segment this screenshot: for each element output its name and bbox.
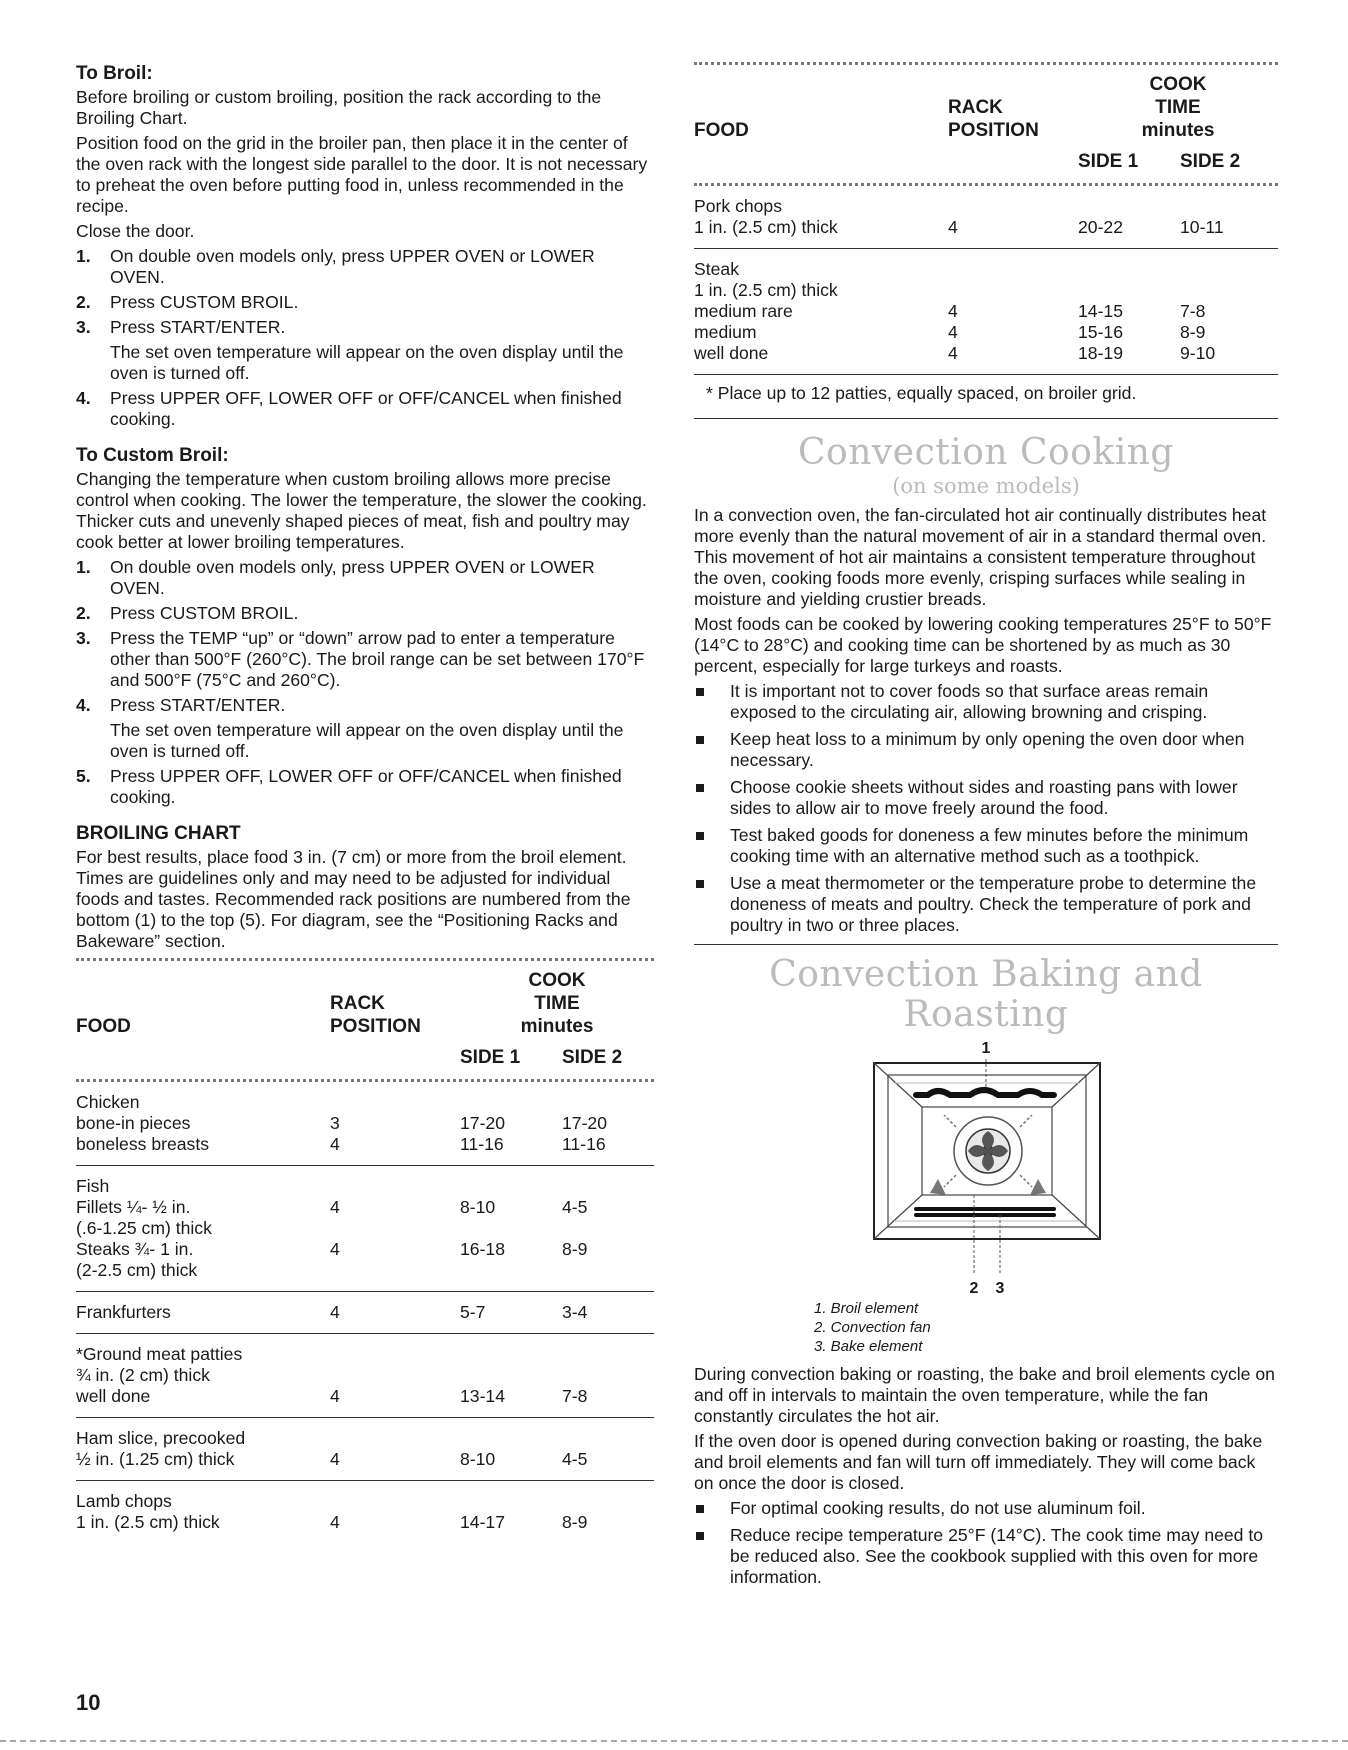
cell-line: 14-15 (1078, 301, 1123, 321)
callout-1: 1 (981, 1040, 991, 1057)
cell-line: 7-8 (562, 1386, 588, 1406)
oven-diagram-svg (694, 1035, 1278, 1335)
table-cell-rack (330, 1418, 460, 1481)
cell-line: 4 (330, 1239, 340, 1259)
cell-line: 4 (948, 343, 958, 363)
cell-line: well done (694, 343, 769, 363)
cell-line: 3 (330, 1113, 340, 1133)
table-cell-food (76, 1082, 330, 1166)
cell-line: 4 (948, 301, 958, 321)
table-top-rule (76, 958, 654, 961)
cell-line (460, 1092, 562, 1113)
convection-bullets (694, 681, 1278, 936)
cell-line: 18-19 (1078, 343, 1123, 363)
table-cell-food (76, 1166, 330, 1292)
col-header-minutes: minutes (520, 1016, 594, 1037)
list-item: Use a meat thermometer or the temperature probe to determine the doneness of meats and poultry. Check the temperature of pork and poultry in two or three places. (694, 873, 1278, 936)
cell-line: 4 (330, 1512, 340, 1532)
cell-line: (.6-1.25 cm) thick (76, 1218, 212, 1238)
cell-line: 4-5 (562, 1449, 588, 1469)
cell-line: 4 (330, 1449, 340, 1469)
cell-line (1180, 280, 1278, 301)
cell-line (330, 1344, 460, 1365)
cell-line: Ham slice, precooked (76, 1428, 246, 1448)
col-header-side2: SIDE 2 (1180, 151, 1241, 172)
cell-line (1078, 196, 1180, 217)
col-header-time: TIME (534, 993, 580, 1014)
table-cell-side2 (562, 1334, 654, 1418)
to-broil-p1: Before broiling or custom broiling, position the rack according to the Broiling Chart. (76, 87, 602, 128)
cell-line: 8-10 (460, 1449, 496, 1469)
table-cell-rack (948, 249, 1078, 375)
table-row (76, 1292, 654, 1334)
table-top-rule (694, 62, 1278, 65)
table-cell-side1 (460, 1418, 562, 1481)
to-broil-p3: Close the door. (76, 221, 195, 241)
col-header-side1: SIDE 1 (1078, 151, 1139, 172)
cell-line (948, 196, 1078, 217)
table-row (76, 1082, 654, 1166)
cell-line: Pork chops (694, 196, 783, 216)
cell-line: Fillets ¼- ½ in. (76, 1197, 191, 1217)
cell-line: 4-5 (562, 1197, 588, 1217)
cell-line (562, 1491, 654, 1512)
right-column (694, 62, 1278, 1594)
chart-footnote: * Place up to 12 patties, equally spaced, on broiler grid. (706, 383, 1137, 403)
cell-line: 17-20 (460, 1113, 505, 1133)
cell-line: well done (76, 1386, 151, 1406)
table-cell-side1 (460, 1082, 562, 1166)
callout-2: 2 (969, 1280, 979, 1297)
table-cell-food (694, 249, 948, 375)
cell-line (330, 1218, 460, 1239)
cell-line: 1 in. (2.5 cm) thick (694, 217, 838, 237)
cell-line: 11-16 (562, 1134, 606, 1154)
cell-line: 1 in. (2.5 cm) thick (694, 280, 838, 300)
callout-3: 3 (995, 1280, 1005, 1297)
table-cell-rack (330, 1166, 460, 1292)
cell-line (330, 1365, 460, 1386)
list-item: Choose cookie sheets without sides and roasting pans with lower sides to allow air to move freely around the food. (694, 777, 1278, 819)
cell-line (330, 1491, 460, 1512)
cell-line: 13-14 (460, 1386, 505, 1406)
table-cell-food (694, 186, 948, 249)
cell-line: 11-16 (460, 1134, 504, 1154)
table-row (76, 1166, 654, 1292)
table-cell-side2 (562, 1166, 654, 1292)
cell-line: bone-in pieces (76, 1113, 191, 1133)
cell-line: 4 (330, 1302, 340, 1322)
cell-line: 8-10 (460, 1197, 496, 1217)
cell-line (460, 1260, 562, 1281)
cell-line: 20-22 (1078, 217, 1123, 237)
cell-line: 3-4 (562, 1302, 588, 1322)
cell-line: 8-9 (562, 1239, 588, 1259)
table-cell-side2 (562, 1418, 654, 1481)
table-cell-rack (330, 1334, 460, 1418)
caption-item: 2. Convection fan (814, 1319, 931, 1336)
col-header-rack: RACK (330, 993, 385, 1014)
left-column (76, 62, 654, 1543)
cell-line: Steaks ¾- 1 in. (76, 1239, 194, 1259)
table-row (76, 1334, 654, 1418)
table-cell-rack (948, 186, 1078, 249)
table-cell-side1 (460, 1334, 562, 1418)
col-header-position: POSITION (330, 1016, 421, 1037)
step: 1. On double oven models only, press UPPER OVEN or LOWER OVEN. (76, 557, 595, 598)
table-cell-side1 (1078, 186, 1180, 249)
table-cell-side2 (562, 1292, 654, 1334)
cell-line (1078, 259, 1180, 280)
table-row (76, 1481, 654, 1544)
cell-line: medium rare (694, 301, 793, 321)
cell-line: 7-8 (1180, 301, 1206, 321)
cell-line: medium (694, 322, 757, 342)
table-row (76, 1418, 654, 1481)
cell-line (460, 1491, 562, 1512)
step: 3. Press the TEMP “up” or “down” arrow pad to enter a temperature other than 500°F (260°C). The broil range can be set between 170°F and 500°F (75°C and 260°C). (76, 628, 645, 690)
table-cell-side2 (562, 1481, 654, 1544)
cell-line (1180, 196, 1278, 217)
cell-line: Fish (76, 1176, 110, 1196)
table-cell-side1 (460, 1481, 562, 1544)
convection-cooking-title: Convection Cooking (798, 432, 1174, 473)
table-row (694, 249, 1278, 375)
list-item: It is important not to cover foods so that surface areas remain exposed to the circulating air, allowing browning and crisping. (694, 681, 1278, 723)
step-note: The set oven temperature will appear on the oven display until the oven is turned off. (110, 720, 624, 761)
cell-line (562, 1218, 654, 1239)
col-header-minutes: minutes (1141, 120, 1215, 141)
list-item: Keep heat loss to a minimum by only opening the oven door when necessary. (694, 729, 1278, 771)
cell-line: 4 (948, 217, 958, 237)
step: 4. Press START/ENTER. The set oven temperature will appear on the oven display until the oven is turned off. (76, 695, 654, 762)
cell-line: boneless breasts (76, 1134, 210, 1154)
cell-line (1180, 259, 1278, 280)
step: 2. Press CUSTOM BROIL. (76, 603, 299, 623)
table-cell-side1 (460, 1292, 562, 1334)
baking-p2: If the oven door is opened during convection baking or roasting, the bake and broil elements and fan will turn off immediately. They will come back on once the door is closed. (694, 1431, 1263, 1493)
cell-line: 1 in. (2.5 cm) thick (76, 1512, 220, 1532)
bake-element-icon (916, 1209, 1054, 1215)
cell-line: 4 (330, 1386, 340, 1406)
table-body (694, 186, 1278, 374)
cell-line (562, 1428, 654, 1449)
to-broil-heading: To Broil: (76, 63, 153, 84)
cell-line (1078, 280, 1180, 301)
table-cell-food (76, 1334, 330, 1418)
col-header-food: FOOD (694, 120, 749, 141)
col-header-position: POSITION (948, 120, 1039, 141)
table-cell-food (76, 1292, 330, 1334)
convection-cooking-subtitle: (on some models) (892, 474, 1080, 498)
cell-line (562, 1344, 654, 1365)
table-cell-rack (330, 1082, 460, 1166)
broiling-chart-table-right (694, 73, 1278, 374)
cell-line: Steak (694, 259, 739, 279)
cell-line: 4 (948, 322, 958, 342)
cell-line (330, 1092, 460, 1113)
table-cell-rack (330, 1292, 460, 1334)
cell-line: Chicken (76, 1092, 140, 1112)
cell-line: ½ in. (1.25 cm) thick (76, 1449, 235, 1469)
caption-item: 1. Broil element (814, 1300, 919, 1317)
cell-line (460, 1218, 562, 1239)
bottom-rule (0, 1740, 1348, 1742)
broiling-chart-table-left (76, 969, 654, 1543)
table-cell-food (76, 1418, 330, 1481)
col-header-food: FOOD (76, 1016, 131, 1037)
convection-p1: In a convection oven, the fan-circulated hot air continually distributes heat more evenly than the natural movement of air in a standard thermal oven. This movement of hot air maintains a consistent temperature throughout the oven, cooking foods more evenly, crisping surfaces while sealing in moisture and yielding crustier breads. (694, 505, 1267, 609)
cell-line (562, 1092, 654, 1113)
table-row (694, 186, 1278, 249)
cell-line (460, 1365, 562, 1386)
convection-baking-title: Convection Baking and Roasting (769, 954, 1203, 1035)
cell-line (948, 280, 1078, 301)
col-header-side1: SIDE 1 (460, 1047, 521, 1068)
table-cell-side1 (460, 1166, 562, 1292)
col-header-side2: SIDE 2 (562, 1047, 623, 1068)
cell-line: 10-11 (1180, 217, 1224, 237)
list-item: Reduce recipe temperature 25°F (14°C). The cook time may need to be reduced also. See the cookbook supplied with this oven for more information. (694, 1525, 1278, 1588)
cell-line (330, 1428, 460, 1449)
cell-line (330, 1176, 460, 1197)
convection-p2: Most foods can be cooked by lowering cooking temperatures 25°F to 50°F (14°C to 28°C) and cooking time can be shortened by as much as 30 percent, especially for large turkeys and roasts. (694, 614, 1272, 676)
cell-line (562, 1365, 654, 1386)
cell-line (460, 1176, 562, 1197)
step: 2. Press CUSTOM BROIL. (76, 292, 299, 312)
baking-p1: During convection baking or roasting, the bake and broil elements cycle on and off in intervals to maintain the oven temperature, while the fan constantly circulates the hot air. (694, 1364, 1275, 1426)
oven-diagram (694, 1035, 1278, 1335)
table-body (76, 1082, 654, 1543)
cell-line: 17-20 (562, 1113, 607, 1133)
cell-line: (2-2.5 cm) thick (76, 1260, 198, 1280)
list-item: For optimal cooking results, do not use aluminum foil. (694, 1498, 1278, 1519)
caption-item: 3. Bake element (814, 1338, 923, 1355)
broiling-chart-p1: For best results, place food 3 in. (7 cm) or more from the broil element. Times are guidelines only and may need to be adjusted for individual foods and tastes. Recommended rack positions are numbered from the bottom (1) to the top (5). For diagram, see the “Positioning Racks and Bakeware” section. (76, 847, 631, 951)
baking-bullets (694, 1498, 1278, 1588)
cell-line: *Ground meat patties (76, 1344, 243, 1364)
cell-line: 4 (330, 1134, 340, 1154)
cell-line (562, 1176, 654, 1197)
step: 4. Press UPPER OFF, LOWER OFF or OFF/CANCEL when finished cooking. (76, 388, 622, 429)
table-cell-food (76, 1481, 330, 1544)
cell-line (460, 1428, 562, 1449)
cell-line: 9-10 (1180, 343, 1216, 363)
to-broil-p2: Position food on the grid in the broiler pan, then place it in the center of the oven rack with the longest side parallel to the door. It is not necessary to preheat the oven before putting food in, unless recommended in the recipe. (76, 133, 648, 216)
step-note: The set oven temperature will appear on the oven display until the oven is turned off. (110, 342, 624, 383)
cell-line: 15-16 (1078, 322, 1123, 342)
list-item: Test baked goods for doneness a few minutes before the minimum cooking time with an alternative method such as a toothpick. (694, 825, 1278, 867)
broiling-chart-heading: BROILING CHART (76, 823, 241, 844)
custom-broil-heading: To Custom Broil: (76, 445, 229, 466)
cell-line: 8-9 (562, 1512, 588, 1532)
cell-line (562, 1260, 654, 1281)
cell-line (460, 1344, 562, 1365)
to-broil-steps (76, 246, 654, 430)
section-rule (694, 418, 1278, 419)
convection-fan-icon (930, 1115, 1046, 1195)
col-header-cook: COOK (1149, 74, 1207, 95)
table-cell-side1 (1078, 249, 1180, 375)
custom-broil-p1: Changing the temperature when custom broiling allows more precise control when cooking. The lower the temperature, the slower the cooking. Thicker cuts and unevenly shaped pieces of meat, fish and poultry may cook better at lower broiling temperatures. (76, 469, 647, 552)
table-cell-side2 (1180, 249, 1278, 375)
cell-line: 16-18 (460, 1239, 505, 1259)
col-header-rack: RACK (948, 97, 1003, 118)
step: 1. On double oven models only, press UPPER OVEN or LOWER OVEN. (76, 246, 595, 287)
cell-line: 4 (330, 1197, 340, 1217)
step: 5. Press UPPER OFF, LOWER OFF or OFF/CANCEL when finished cooking. (76, 766, 622, 807)
broil-element-icon (916, 1090, 1054, 1095)
col-header-time: TIME (1155, 97, 1201, 118)
page-number: 10 (76, 1690, 101, 1715)
cell-line: Lamb chops (76, 1491, 172, 1511)
step: 3. Press START/ENTER. The set oven temperature will appear on the oven display until the oven is turned off. (76, 317, 654, 384)
cell-line: 14-17 (460, 1512, 505, 1532)
col-header-cook: COOK (528, 970, 586, 991)
table-cell-rack (330, 1481, 460, 1544)
cell-line (948, 259, 1078, 280)
table-cell-side2 (1180, 186, 1278, 249)
cell-line: 8-9 (1180, 322, 1206, 342)
cell-line: ¾ in. (2 cm) thick (76, 1365, 210, 1385)
section-rule (694, 944, 1278, 945)
cell-line: Frankfurters (76, 1302, 171, 1322)
cell-line (330, 1260, 460, 1281)
table-cell-side2 (562, 1082, 654, 1166)
custom-broil-steps (76, 557, 654, 808)
cell-line: 5-7 (460, 1302, 486, 1322)
